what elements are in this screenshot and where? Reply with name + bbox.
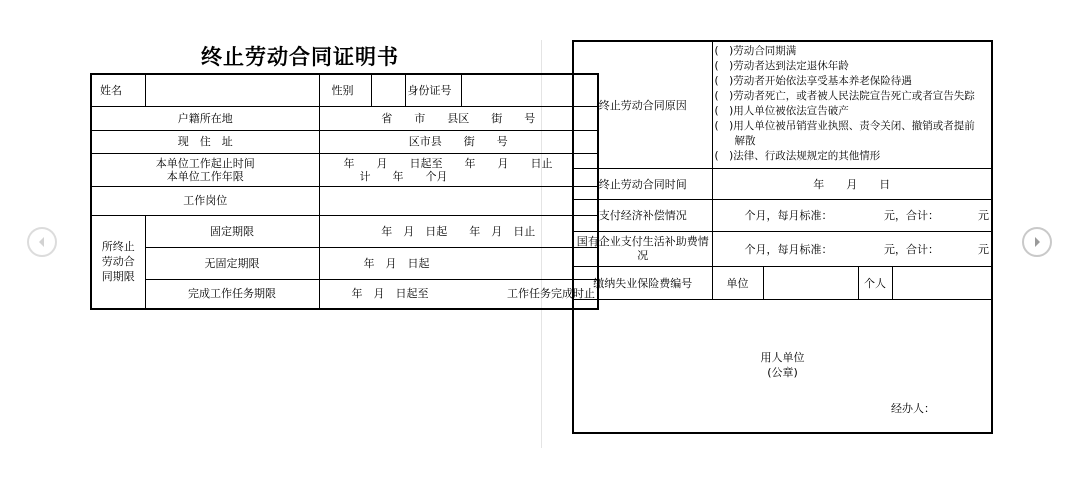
reason-item[interactable]: ( )劳动者开始依法享受基本养老保险待遇 (714, 75, 912, 87)
position-label: 工作岗位 (91, 186, 319, 215)
gender-label: 性别 (319, 74, 371, 106)
compensation-unit: 元 (978, 209, 990, 222)
task-term-label: 完成工作任务期限 (145, 279, 319, 309)
soe-field[interactable] (712, 232, 992, 267)
time-field[interactable]: 年 月 日 (712, 169, 992, 200)
work-period-label (91, 153, 319, 186)
work-period-value-line-1: 年 月 日起至 年 月 日止 (343, 156, 553, 170)
prev-page-button[interactable] (27, 227, 57, 257)
certificate-form-left (90, 73, 599, 310)
soe-total: 元，合计： (884, 242, 939, 256)
reason-item[interactable]: ( )用人单位被依法宣告破产 (714, 105, 849, 117)
compensation-field[interactable] (712, 200, 992, 232)
chevron-right-icon (1031, 236, 1043, 248)
open-term-label: 无固定期限 (145, 247, 319, 279)
compensation-total: 元，合计： (884, 209, 939, 222)
reason-item[interactable]: ( )劳动者死亡，或者被人民法院宣告死亡或者宣告失踪 (714, 90, 975, 102)
term-group-label: 所终止劳动合同期限 (91, 215, 145, 309)
insurance-personal-label: 个人 (858, 267, 892, 300)
soe-label: 国有企业支付生活补助费情况 (573, 232, 712, 267)
insurance-personal-field[interactable] (892, 267, 992, 300)
household-label: 户籍所在地 (91, 106, 319, 130)
next-page-button[interactable] (1022, 227, 1052, 257)
fixed-term-field[interactable]: 年 月 日起 年 月 日止 (319, 215, 598, 247)
time-label: 终止劳动合同时间 (573, 169, 712, 200)
id-label: 身份证号 (405, 74, 461, 106)
fixed-term-label: 固定期限 (145, 215, 319, 247)
reason-item[interactable]: ( )用人单位被吊销营业执照、责令关闭、撤销或者提前 (714, 120, 975, 132)
name-field[interactable] (145, 74, 319, 106)
page-title: 终止劳动合同证明书 (201, 44, 399, 69)
task-term-end: 工作任务完成时止 (507, 287, 595, 301)
open-term-field[interactable]: 年 月 日起 (319, 247, 598, 279)
reason-item-continuation: 解散 (734, 135, 756, 147)
insurance-unit-label: 单位 (712, 267, 763, 300)
task-term-field[interactable] (319, 279, 598, 309)
position-field[interactable] (319, 186, 598, 215)
employer-label: 用人单位 (760, 351, 805, 364)
work-period-label-line-1: 本单位工作起止时间 (155, 156, 255, 170)
reason-item[interactable]: ( )劳动者达到法定退休年龄 (714, 60, 849, 72)
soe-months: 个月，每月标准： (744, 242, 833, 256)
work-period-label-line-2: 本单位工作年限 (166, 169, 244, 183)
gender-field[interactable] (371, 74, 405, 106)
household-field[interactable]: 省 市 县区 街 号 (319, 106, 598, 130)
certificate-form-right (572, 40, 993, 434)
seal-block (574, 350, 991, 380)
work-period-field[interactable] (319, 153, 598, 186)
seal-label: (公章) (767, 366, 798, 379)
reason-label: 终止劳动合同原因 (573, 41, 712, 169)
name-label: 姓名 (91, 74, 145, 106)
soe-unit: 元 (978, 242, 990, 256)
handler-label: 经办人： (891, 402, 936, 415)
compensation-months: 个月，每月标准： (744, 209, 833, 222)
task-term-start: 年 月 日起至 (351, 287, 429, 301)
insurance-label: 缴纳失业保险费编号 (573, 267, 712, 300)
reason-item[interactable]: ( )法律、行政法规规定的其他情形 (714, 150, 881, 162)
reason-list (712, 41, 992, 169)
work-period-value-line-2: 计 年 个月 (359, 169, 448, 183)
seal-area (573, 300, 992, 434)
compensation-label: 支付经济补偿情况 (573, 200, 712, 232)
address-field[interactable]: 区市县 街 号 (319, 130, 598, 153)
chevron-left-icon (36, 236, 48, 248)
address-label: 现 住 址 (91, 130, 319, 153)
insurance-unit-field[interactable] (763, 267, 858, 300)
reason-item[interactable]: ( )劳动合同期满 (714, 45, 797, 57)
